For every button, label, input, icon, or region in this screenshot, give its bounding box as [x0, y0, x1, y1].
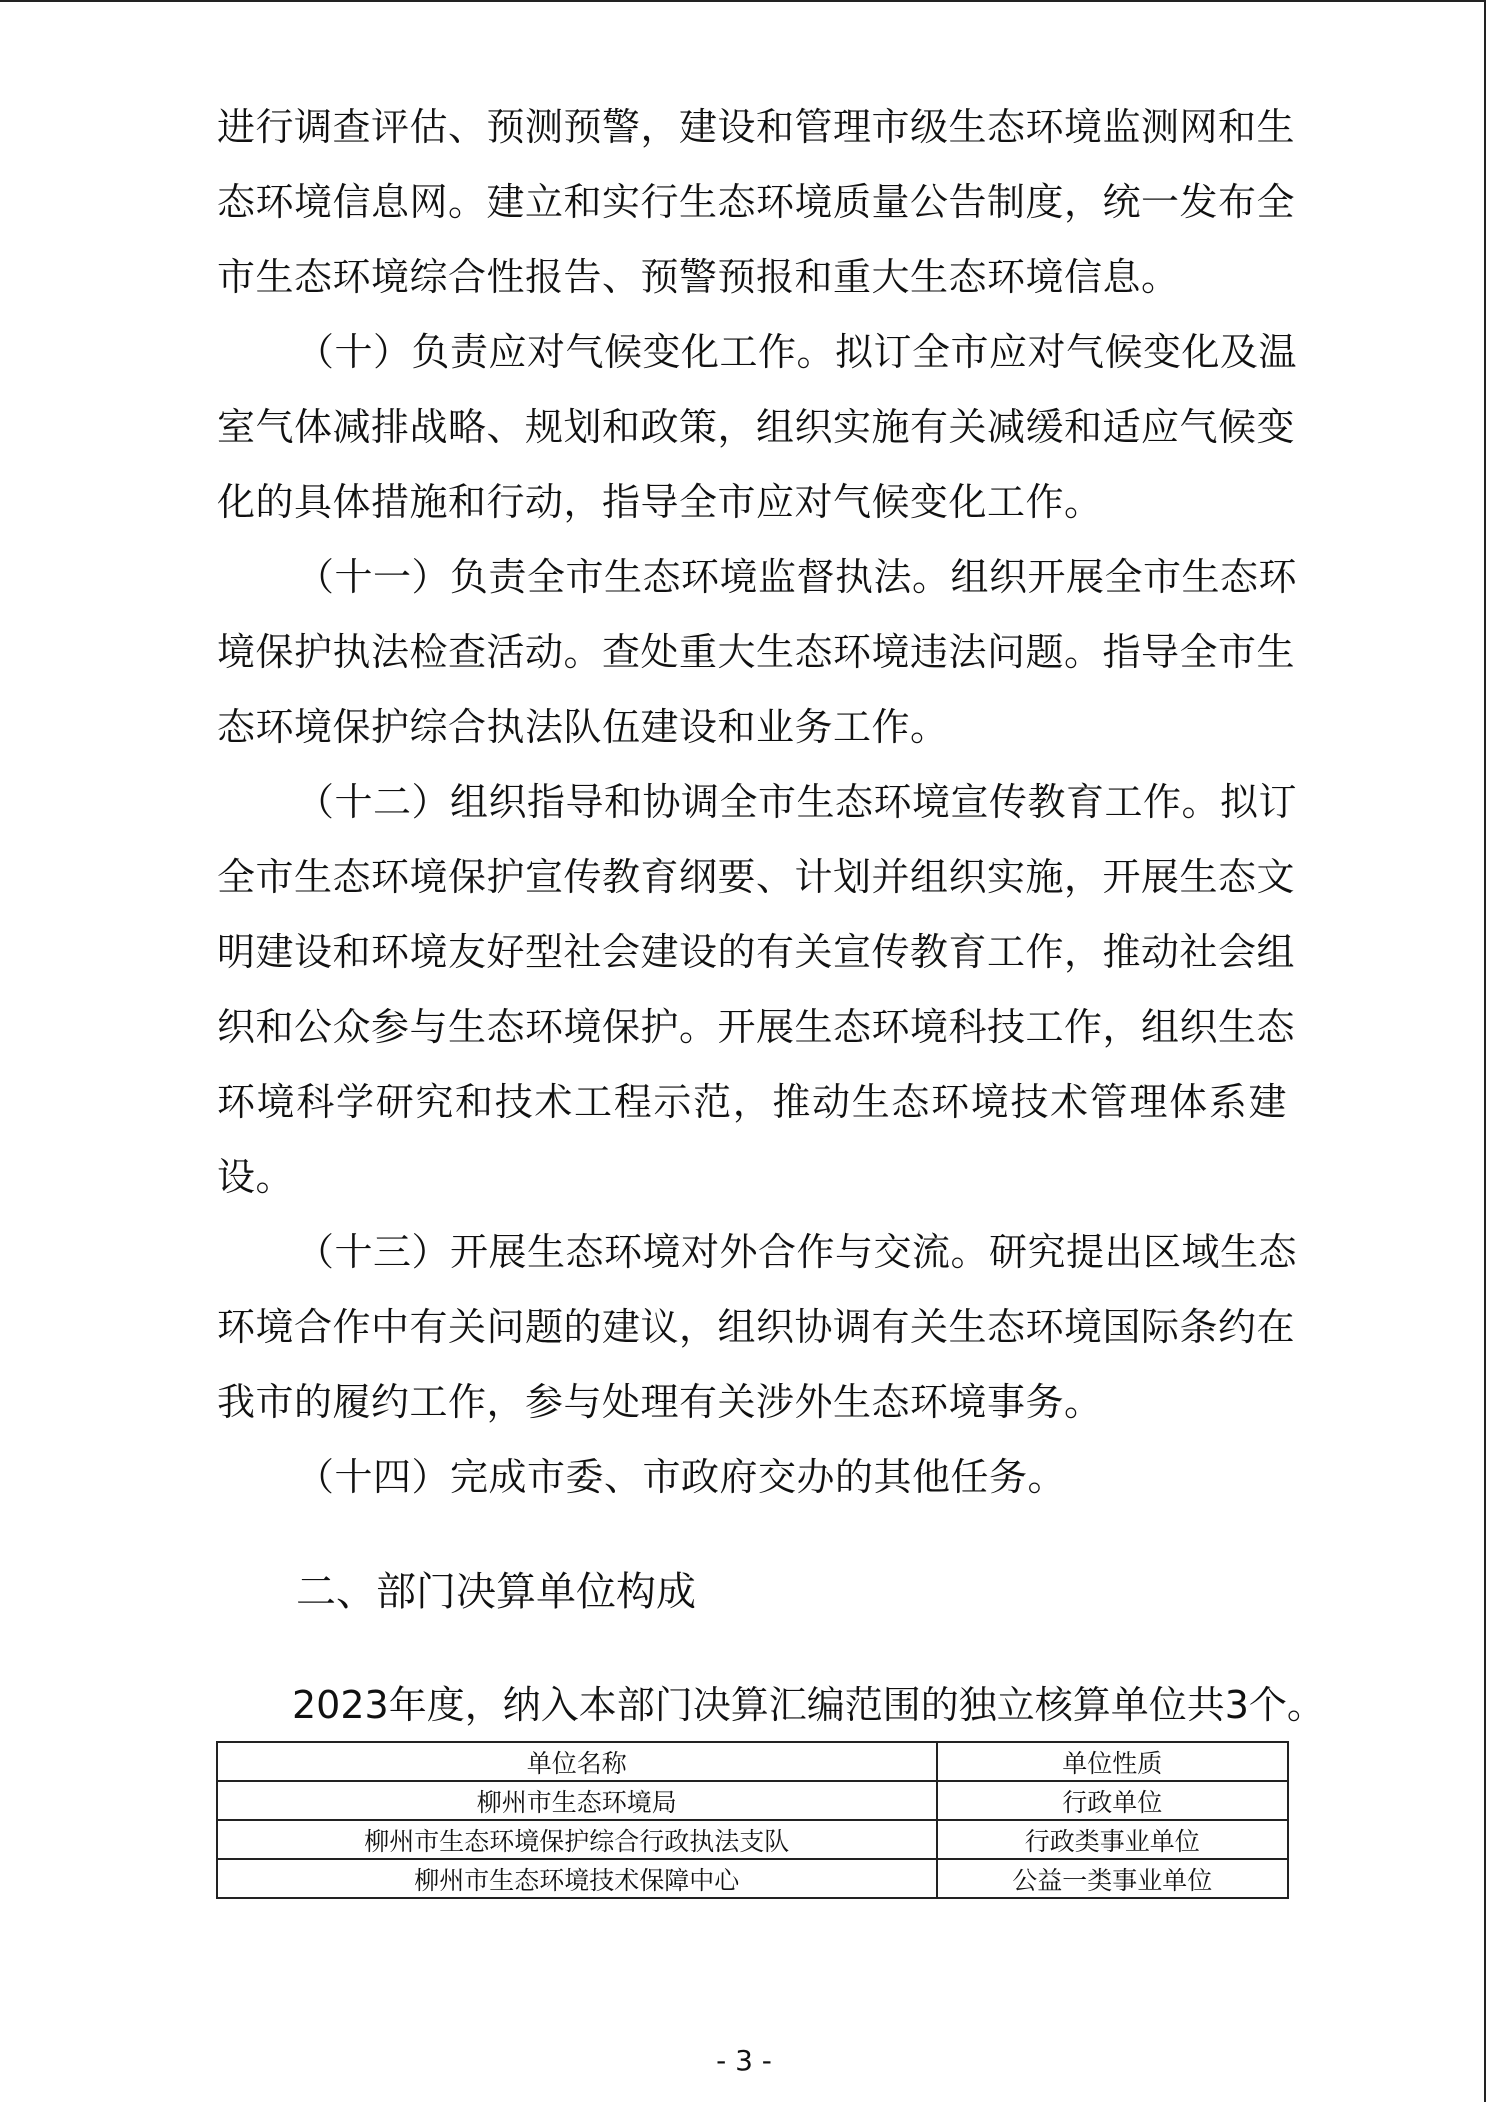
unit-type-cell: 行政单位: [937, 1781, 1288, 1820]
unit-name-cell: 柳州市生态环境局: [217, 1781, 937, 1820]
table-row: [217, 1781, 1288, 1820]
body-line: 织和公众参与生态环境保护。开展生态环境科技工作，组织生态: [217, 1005, 1296, 1049]
page-number: - 3 -: [716, 2044, 772, 2077]
table-row: [217, 1820, 1288, 1859]
body-line: 室气体减排战略、规划和政策，组织实施有关减缓和适应气候变: [217, 405, 1296, 449]
body-line: 态环境保护综合执法队伍建设和业务工作。: [217, 705, 949, 749]
body-line: （十三）开展生态环境对外合作与交流。研究提出区域生态: [296, 1230, 1298, 1274]
body-line: 全市生态环境保护宣传教育纲要、计划并组织实施，开展生态文: [217, 855, 1296, 899]
table-header-row: [217, 1742, 1288, 1781]
unit-name-cell: 柳州市生态环境技术保障中心: [217, 1859, 937, 1898]
body-line: 设。: [217, 1155, 295, 1199]
table-row: [217, 1859, 1288, 1898]
body-line: 进行调查评估、预测预警，建设和管理市级生态环境监测网和生: [217, 105, 1296, 149]
unit-table: [216, 1741, 1289, 1899]
body-line: 境保护执法检查活动。查处重大生态环境违法问题。指导全市生: [217, 630, 1296, 674]
body-line: 环境科学研究和技术工程示范，推动生态环境技术管理体系建: [217, 1080, 1287, 1124]
unit-name-cell: 柳州市生态环境保护综合行政执法支队: [217, 1820, 937, 1859]
header-unit-type: 单位性质: [937, 1742, 1288, 1781]
unit-type-cell: 公益一类事业单位: [937, 1859, 1288, 1898]
body-line: （十四）完成市委、市政府交办的其他任务。: [296, 1455, 1067, 1499]
body-line: 市生态环境综合性报告、预警预报和重大生态环境信息。: [217, 255, 1180, 299]
body-line: （十一）负责全市生态环境监督执法。组织开展全市生态环: [296, 555, 1298, 599]
body-line: 环境合作中有关问题的建议，组织协调有关生态环境国际条约在: [217, 1305, 1296, 1349]
intro-paragraph: 2023年度，纳入本部门决算汇编范围的独立核算单位共3个。: [292, 1683, 1325, 1727]
body-line: 明建设和环境友好型社会建设的有关宣传教育工作，推动社会组: [217, 930, 1296, 974]
body-line: 我市的履约工作，参与处理有关涉外生态环境事务。: [217, 1380, 1103, 1424]
unit-type-cell: 行政类事业单位: [937, 1820, 1288, 1859]
body-line: （十二）组织指导和协调全市生态环境宣传教育工作。拟订: [296, 780, 1298, 824]
body-line: 化的具体措施和行动，指导全市应对气候变化工作。: [217, 480, 1103, 524]
header-unit-name: 单位名称: [217, 1742, 937, 1781]
section-heading: 二、部门决算单位构成: [296, 1569, 696, 1615]
body-line: 态环境信息网。建立和实行生态环境质量公告制度，统一发布全: [217, 180, 1296, 224]
body-line: （十）负责应对气候变化工作。拟订全市应对气候变化及温: [296, 330, 1298, 374]
